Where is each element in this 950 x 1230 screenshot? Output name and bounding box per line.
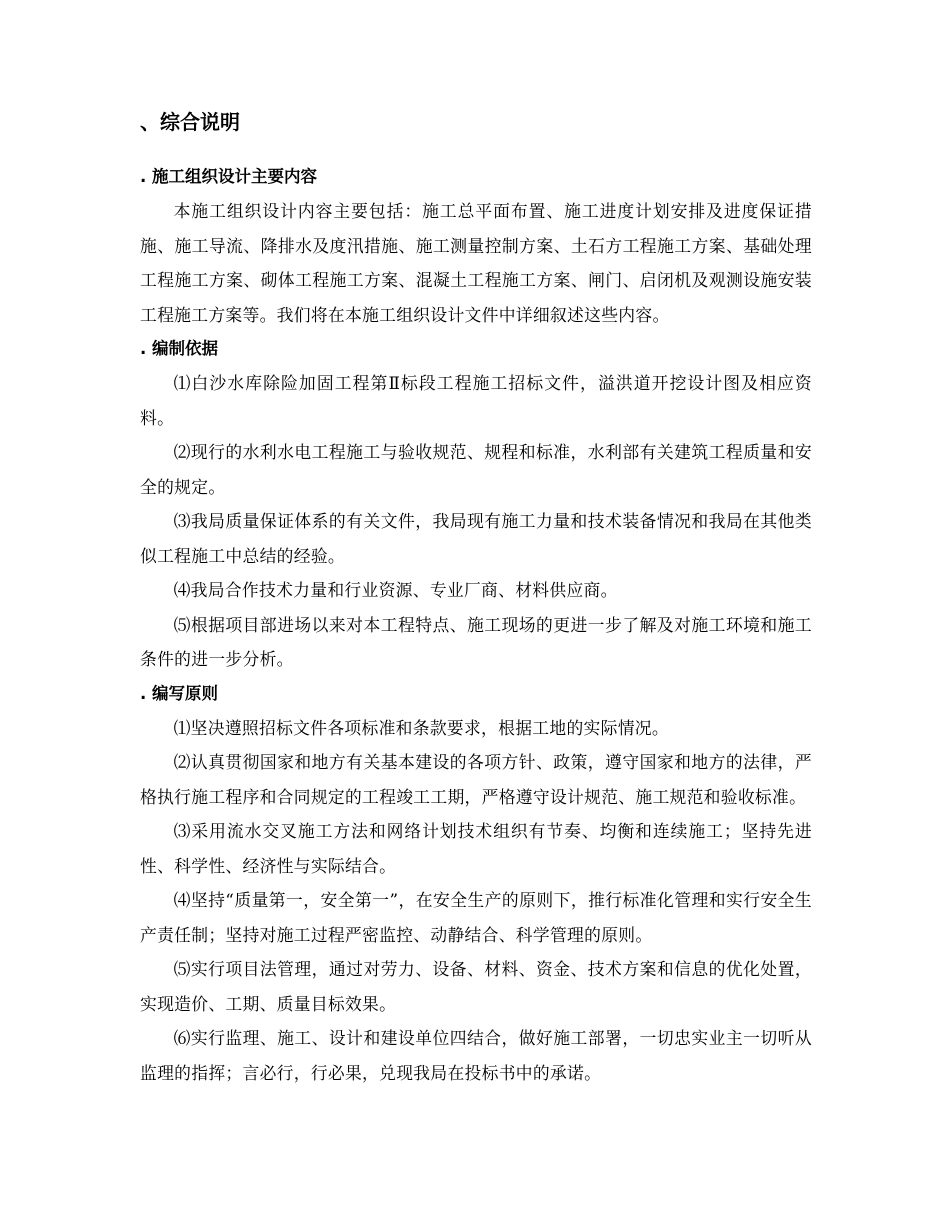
paragraph: ⑵现行的水利水电工程施工与验收规范、规程和标准，水利部有关建筑工程质量和安全的规定。 xyxy=(140,442,812,497)
paragraph: ⑶我局质量保证体系的有关文件，我局现有施工力量和技术装备情况和我局在其他类似工程施工中总结的经验。 xyxy=(140,511,812,566)
paragraph: ⑴白沙水库除险加固工程第Ⅱ标段工程施工招标文件，溢洪道开挖设计图及相应资料。 xyxy=(140,373,812,428)
section-heading: . 编制依据 xyxy=(140,339,219,358)
document-title: 、综合说明 xyxy=(140,110,240,134)
section-heading: . 施工组织设计主要内容 xyxy=(140,167,318,186)
section-main-content xyxy=(140,160,812,332)
paragraph: 本施工组织设计内容主要包括：施工总平面布置、施工进度计划安排及进度保证措施、施工导流、降排水及度汛措施、施工测量控制方案、土石方工程施工方案、基础处理工程施工方案、砌体工程施工方案、混凝土工程施工方案、闸门、启闭机及观测设施安装工程施工方案等。我们将在本施工组织设计文件中详细叙述这些内容。 xyxy=(140,201,812,325)
paragraph: ⑵认真贯彻国家和地方有关基本建设的各项方针、政策，遵守国家和地方的法律，严格执行施工程序和合同规定的工程竣工工期，严格遵守设计规范、施工规范和验收标准。 xyxy=(140,752,812,807)
paragraph: ⑷坚持“质量第一，安全第一”，在安全生产的原则下，推行标准化管理和实行安全生产责任制；坚持对施工过程严密监控、动静结合、科学管理的原则。 xyxy=(140,890,812,945)
section-heading: . 编写原则 xyxy=(140,683,219,703)
paragraph: ⑶采用流水交叉施工方法和网络计划技术组织有节奏、均衡和连续施工；坚持先进性、科学性、经济性与实际结合。 xyxy=(140,821,812,876)
paragraph: ⑷我局合作技术力量和行业资源、专业厂商、材料供应商。 xyxy=(173,580,618,600)
section-principles xyxy=(140,677,812,1091)
paragraph: ⑸实行项目法管理，通过对劳力、设备、材料、资金、技术方案和信息的优化处置，实现造价、工期、质量目标效果。 xyxy=(140,959,812,1014)
paragraph: ⑸根据项目部进场以来对本工程特点、施工现场的更进一步了解及对施工环境和施工条件的进一步分析。 xyxy=(140,614,812,669)
section-basis xyxy=(140,332,812,677)
document-page xyxy=(140,102,812,1090)
paragraph: ⑴坚决遵照招标文件各项标准和条款要求，根据工地的实际情况。 xyxy=(173,717,669,738)
paragraph: ⑹实行监理、施工、设计和建设单位四结合，做好施工部署，一切忠实业主一切听从监理的指挥；言必行，行必果，兑现我局在投标书中的承诺。 xyxy=(140,1028,812,1083)
